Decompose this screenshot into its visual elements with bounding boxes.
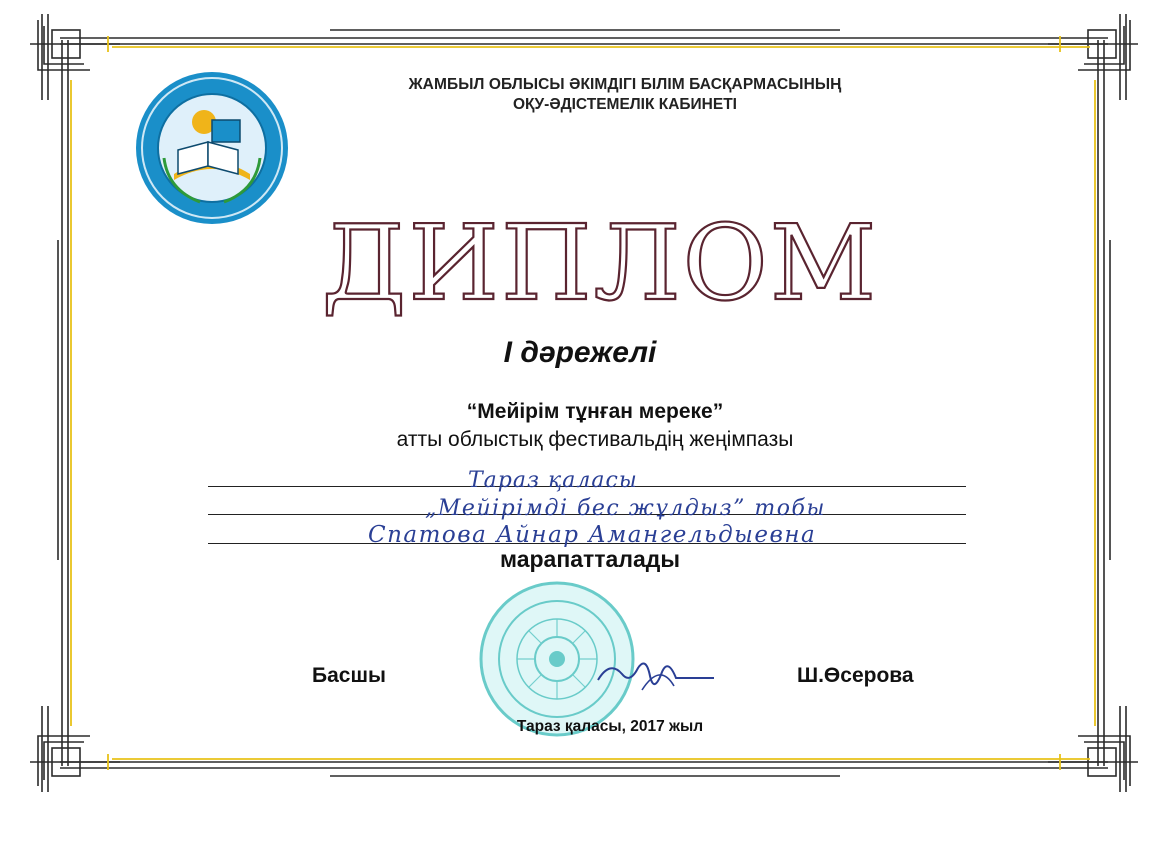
handwritten-signature-icon (590, 650, 720, 700)
diploma-title-text: ДИПЛОМ (321, 202, 879, 324)
handwritten-city: Тараз қаласы (468, 468, 638, 493)
signatory-role: Басшы (312, 664, 386, 687)
awarded-label: марапатталады (500, 546, 680, 572)
diploma-title (321, 202, 879, 324)
signatory-name: Ш.Өсерова (797, 664, 914, 687)
degree-label: І дәрежелі (503, 336, 657, 369)
festival-name: “Мейірім тұнған мереке” (466, 400, 724, 423)
handwritten-name: Спатова Айнар Амангельдыевна (368, 522, 817, 548)
handwritten-group: „Мейірімді бес жұлдыз” тобы (425, 496, 826, 521)
place-and-year: Тараз қаласы, 2017 жыл (516, 718, 704, 735)
winner-text: атты облыстық фестивальдің жеңімпазы (396, 428, 794, 451)
organization-line-2: ОҚУ-ӘДІСТЕМЕЛІК КАБИНЕТІ (513, 96, 737, 113)
organization-line-1: ЖАМБЫЛ ОБЛЫСЫ ӘКІМДІГІ БІЛІМ БАСҚАРМАСЫНЫҢ (408, 76, 842, 93)
regional-education-emblem-icon (134, 70, 290, 226)
